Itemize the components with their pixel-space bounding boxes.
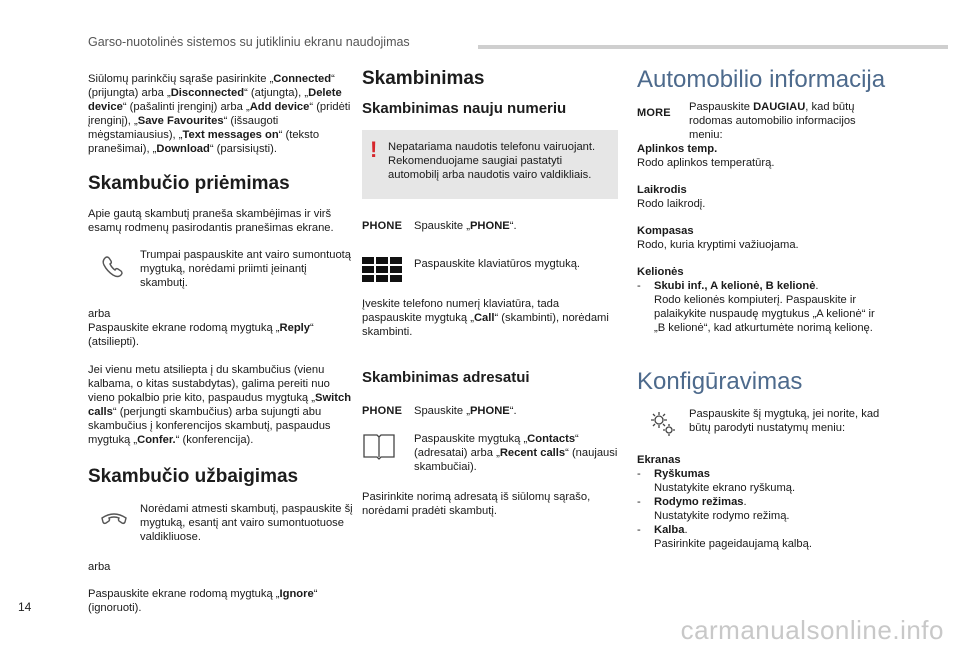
more-instruction: Paspauskite DAUGIAU, kad būtų rodomas automobilio informacijos meniu:	[689, 101, 856, 141]
column-middle	[362, 68, 618, 518]
or-text-2: arba	[88, 561, 111, 573]
answer-row	[88, 248, 353, 290]
contacts-instruction: Paspauskite mygtuką „Contacts“ (adresatai) arba „Recent calls“ (naujausi skambučiai).	[414, 433, 618, 473]
screen-item	[637, 453, 887, 551]
reply-text: Paspauskite ekrane rodomą mygtuką „Reply“ (atsiliepti).	[88, 322, 314, 348]
receive-call-text: Apie gautą skambutį praneša skambėjimas ir virš esamų rodmenų pasirodantis pranešimas ekrane.	[88, 208, 334, 234]
screen-sub-item: - Rodymo režimas. Nustatykite rodymo režimą.	[637, 496, 790, 522]
phone-row-1	[362, 219, 618, 233]
more-row	[637, 100, 887, 142]
info-desc: Rodo, kuria kryptimi važiuojama.	[637, 239, 799, 251]
keyboard-icon	[362, 257, 402, 283]
steering-phone-answer-icon	[101, 252, 127, 278]
keyboard-row	[362, 257, 618, 283]
ignore-text: Paspauskite ekrane rodomą mygtuką „Ignore“ (ignoruoti).	[88, 588, 318, 614]
vehicle-info-heading: Automobilio informacija	[637, 66, 886, 93]
contacts-book-icon	[362, 432, 396, 460]
info-term: Aplinkos temp.	[637, 143, 718, 155]
info-item	[637, 224, 887, 252]
screen-sub-item: - Ryškumas Nustatykite ekrano ryškumą.	[637, 468, 796, 494]
column-right	[637, 68, 887, 551]
screen-sub-item: - Kalba. Pasirinkite pageidaujamą kalbą.	[637, 524, 812, 550]
info-desc: Rodo aplinkos temperatūrą.	[637, 157, 775, 169]
info-term: Kompasas	[637, 225, 694, 237]
phone-button-icon: PHONE	[362, 220, 403, 232]
settings-gear-icon	[648, 409, 678, 439]
press-phone-text-1: Spauskite „PHONE“.	[414, 220, 517, 232]
press-phone-text-2: Spauskite „PHONE“.	[414, 405, 517, 417]
trip-item: Kelionės - Skubi inf., A kelionė, B kelionė. Rodo kelionės kompiuterį. Paspauskite ir palaikykite nuspaudę mygtukus „A kelionė“ ir „B kelionė“, kad atkurtumėte norimą kelionę.	[637, 265, 887, 335]
more-button-icon: MORE	[637, 107, 671, 119]
enter-number-text: Įveskite telefono numerį klaviatūra, tada paspauskite mygtuką „Call“ (skambinti), norėdami skambinti.	[362, 298, 609, 338]
info-item	[637, 183, 887, 211]
or-text: arba	[88, 308, 111, 320]
info-desc: Rodo laikrodį.	[637, 198, 706, 210]
options-paragraph: Siūlomų parinkčių sąraše pasirinkite „Connected“ (prijungta) arba „Disconnected“ (atjungta), „Delete device“ (pašalinti įrenginį) arba „Add device“ (pridėti įrenginį), „Save Favourites“ (išsaugoti mėgstamiausius), „Text messages on“ (teksto pranešimai), „Download“ (parsisiųsti).	[88, 73, 351, 155]
phone-row-2	[362, 404, 618, 418]
calling-heading: Skambinimas	[362, 68, 485, 89]
steering-phone-hangup-icon	[100, 508, 128, 528]
hangup-row	[88, 502, 353, 544]
call-contact-heading: Skambinimas adresatui	[362, 369, 530, 386]
trip-term: Kelionės	[637, 266, 684, 278]
end-call-heading: Skambučio užbaigimas	[88, 466, 299, 487]
running-header: Garso-nuotolinės sistemos su jutikliniu ekranu naudojimas	[88, 35, 410, 49]
answer-instruction: Trumpai paspauskite ant vairo sumontuotą mygtuką, norėdami priimti įeinantį skambutį.	[140, 249, 352, 289]
choose-contact-text: Pasirinkite norimą adresatą iš siūlomų sąrašo, norėdami pradėti skambutį.	[362, 491, 591, 517]
column-left	[88, 68, 353, 615]
header-rule	[478, 45, 948, 49]
contacts-row	[362, 432, 618, 474]
warning-text: Nepatariama naudotis telefonu vairuojant. Rekomenduojame saugiai pastatyti automobilį arba naudotis vairo valdikliais.	[388, 141, 596, 181]
info-item	[637, 142, 887, 170]
new-number-heading: Skambinimas nauju numeriu	[362, 100, 567, 117]
info-term: Laikrodis	[637, 184, 687, 196]
keyboard-instruction: Paspauskite klaviatūros mygtuką.	[414, 258, 581, 270]
hangup-instruction: Norėdami atmesti skambutį, paspauskite šį mygtuką, esantį ant vairo sumontuotuose valdikliuose.	[140, 503, 353, 543]
safety-warning	[362, 130, 618, 199]
settings-instruction: Paspauskite šį mygtuką, jei norite, kad būtų parodyti nustatymų meniu:	[689, 408, 880, 434]
trip-desc: Skubi inf., A kelionė, B kelionė. Rodo kelionės kompiuterį. Paspauskite ir palaikykite nuspaudę mygtukus „A kelionė“ ir „B kelionė“, kad atkurtumėte norimą kelionę.	[654, 280, 875, 334]
phone-button-icon: PHONE	[362, 405, 403, 417]
receive-call-heading: Skambučio priėmimas	[88, 173, 290, 194]
configuration-heading: Konfigūravimas	[637, 368, 803, 395]
page-number: 14	[18, 600, 32, 614]
warning-icon: !	[370, 137, 378, 162]
watermark: carmanualsonline.info	[680, 615, 944, 645]
switch-calls-text: Jei vienu metu atsiliepta į du skambučius (vienu kalbama, o kitas sustabdytas), galima pereiti nuo vieno pokalbio prie kito, paspaudus mygtuką „Switch calls“ (perjungti skambučius) arba sujungti abu skambučius į konferencijos skambutį, paspaudus mygtuką „Confer.“ (konferencija).	[88, 364, 352, 446]
settings-row	[637, 407, 887, 439]
screen-term: Ekranas	[637, 454, 681, 466]
